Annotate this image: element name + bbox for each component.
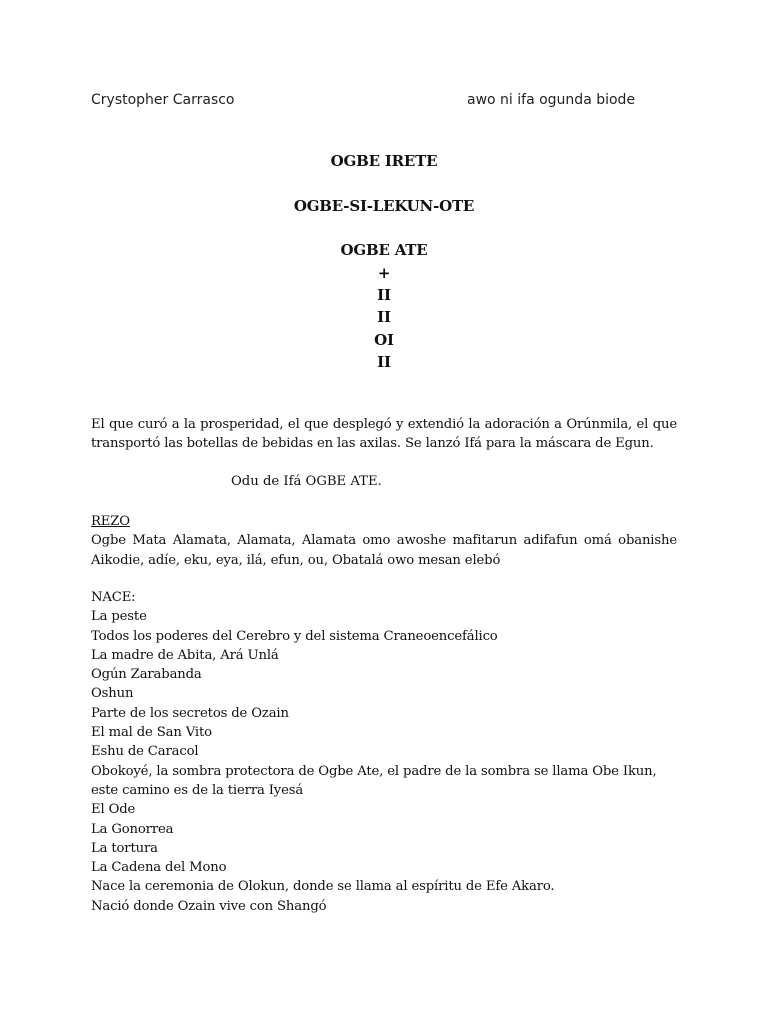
rezo-section (91, 512, 677, 570)
intro-paragraph: El que curó a la prosperidad, el que desplegó y extendió la adoración a Orúnmila, el que transportó las botellas de bebidas en las axilas. Se lanzó Ifá para la máscara de Egun. (91, 417, 677, 452)
list-item: Oshun (91, 686, 134, 702)
odu-line: Odu de Ifá OGBE ATE. (231, 474, 382, 489)
rezo-text: Ogbe Mata Alamata, Alamata, Alamata omo awoshe mafitarun adifafun omá obanishe Aikodie, adíe, eku, eya, ilá, efun, ou, Obatalá owo mesan elebó (91, 533, 677, 568)
list-item: El mal de San Vito (91, 725, 212, 741)
sign-line-2: II (377, 286, 391, 304)
list-item: Todos los poderes del Cerebro y del sistema Craneoencefálico (91, 628, 498, 644)
sign-line-3: II (377, 308, 391, 326)
list-item: Ogún Zarabanda (91, 667, 202, 683)
sign-line-4: OI (374, 331, 394, 349)
list-item: Nace la ceremonia de Olokun, donde se llama al espíritu de Efe Akaro. (91, 879, 555, 895)
title-ogbe-irete: OGBE IRETE (330, 152, 438, 170)
title-ogbe-si-lekun-ote: OGBE-SI-LEKUN-OTE (293, 197, 475, 215)
sign-line-1: + (377, 264, 391, 282)
list-item: La peste (91, 609, 147, 625)
list-item: Eshu de Caracol (91, 744, 199, 760)
list-item: El Ode (91, 802, 136, 818)
list-item: La Cadena del Mono (91, 860, 227, 876)
list-item: Nació donde Ozain vive con Shangó (91, 898, 327, 914)
list-item: Parte de los secretos de Ozain (91, 705, 289, 721)
header-right-text: awo ni ifa ogunda biode (467, 92, 636, 108)
list-item: La Gonorrea (91, 821, 174, 837)
title-ogbe-ate: OGBE ATE (340, 241, 428, 259)
nace-section (91, 588, 677, 916)
list-item: Obokoyé, la sombra protectora de Ogbe Ate, el padre de la sombra se llama Obe Ikun, este camino es de la tierra Iyesá (91, 763, 657, 798)
nace-heading: NACE: (91, 590, 136, 605)
list-item: La tortura (91, 840, 158, 856)
list-item: La madre de Abita, Ará Unlá (91, 647, 279, 663)
header-author: Crystopher Carrasco (91, 92, 235, 108)
sign-line-5: II (377, 353, 391, 371)
rezo-heading: REZO (91, 514, 130, 529)
